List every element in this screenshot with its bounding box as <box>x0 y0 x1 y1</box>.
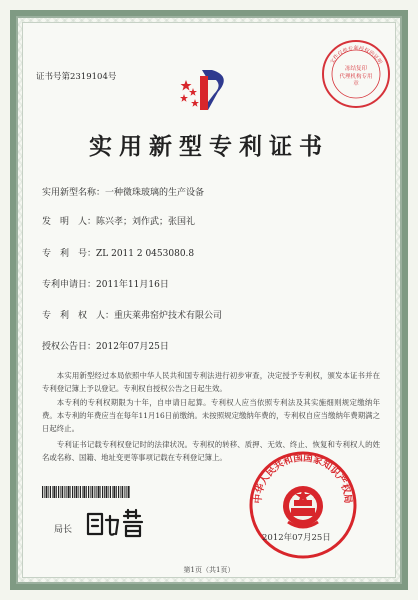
field-value: 2011年11月16日 <box>96 280 169 290</box>
field-inventors <box>42 214 195 227</box>
stamp-line-1: 冻结复印 <box>344 66 368 72</box>
patent-office-logo <box>178 66 238 114</box>
field-value: 重庆莱弗窑炉技术有限公司 <box>114 311 223 321</box>
field-patent-number <box>42 246 194 259</box>
field-label: 专 利 号： <box>42 249 97 259</box>
field-patentee <box>42 308 222 321</box>
field-filing-date <box>42 277 169 290</box>
field-label: 实用新型名称： <box>42 188 106 198</box>
field-label: 发 明 人： <box>42 217 97 227</box>
national-ip-seal <box>248 450 358 560</box>
field-value: ZL 2011 2 0453080.8 <box>96 249 195 259</box>
field-value: 一种微珠玻璃的生产设备 <box>105 188 205 198</box>
seal-date: 2012年07月25日 <box>262 533 331 543</box>
stamp-line-2: 代理机构专用 <box>339 74 373 80</box>
page-footer: 第1页（共1页） <box>183 566 235 574</box>
director-signature <box>84 506 154 540</box>
field-value: 陈兴孝；刘作武；张国礼 <box>96 217 196 227</box>
director-label: 局长 <box>54 525 73 535</box>
certificate-number: 证书号第2319104号 <box>36 72 117 82</box>
stamp-ring-text: 文件仅供专利授权的证明 <box>329 46 383 66</box>
paragraph-grant: 本实用新型经过本局依照中华人民共和国专利法进行初步审查，决定授予专利权，颁发本证书并在专利登记簿上予以登记。专利权自授权公告之日起生效。 <box>42 371 380 393</box>
field-utility-model-name <box>42 185 204 198</box>
paragraph-records: 专利证书记载专利权登记时的法律状况。专利权的转移、质押、无效、终止、恢复和专利权人的姓名或名称、国籍、地址变更等事项记载在专利登记簿上。 <box>42 440 380 462</box>
barcode <box>42 486 130 498</box>
certificate-title: 实用新型专利证书 <box>89 133 329 160</box>
field-label: 专 利 权 人： <box>42 311 115 321</box>
field-label: 专利申请日： <box>42 280 97 290</box>
stamp-line-3: 章 <box>353 81 359 87</box>
field-value: 2012年07月25日 <box>96 342 169 352</box>
seal-ring-text: 中华人民共和国国家知识产权局 <box>252 452 354 504</box>
field-label: 授权公告日： <box>42 342 97 352</box>
office-stamp <box>320 38 392 110</box>
field-grant-date <box>42 339 169 352</box>
paragraph-term: 本专利的专利权期限为十年，自申请日起算。专利权人应当依照专利法及其实施细则规定缴纳年费。本专利的年费应当在每年11月16日前缴纳。未按照规定缴纳年费的，专利权自应当缴纳年费期满之日起终止。 <box>42 398 380 433</box>
